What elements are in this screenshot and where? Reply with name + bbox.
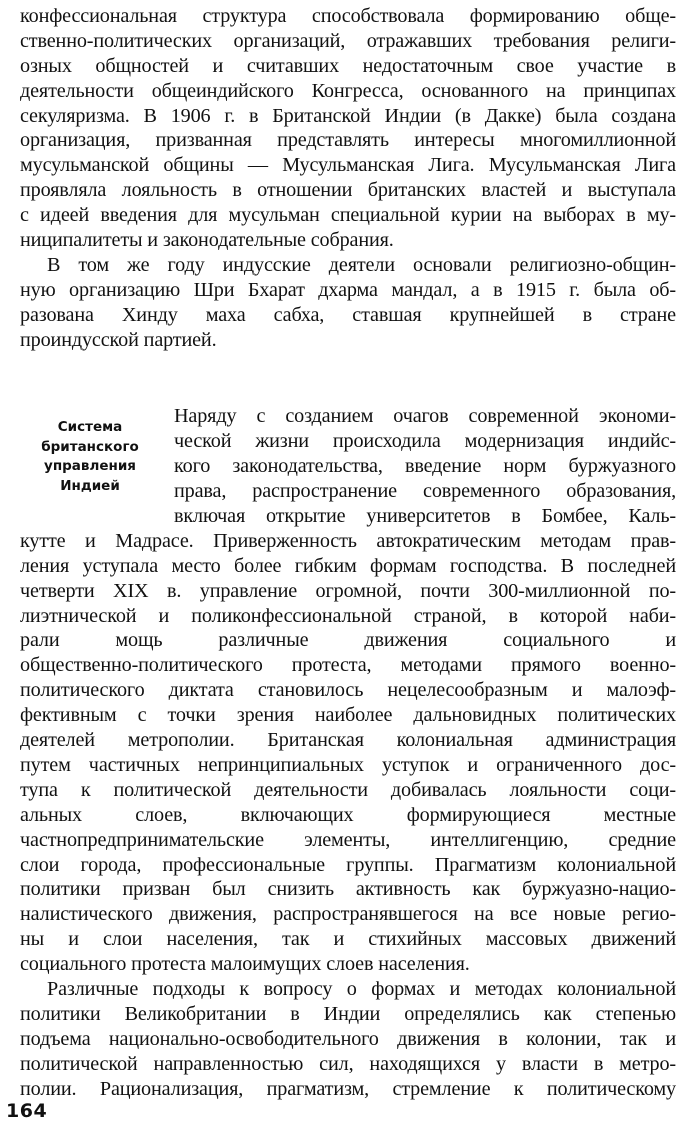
page-body	[20, 4, 676, 1101]
text-line: слои города, профессиональные группы. Прагматизм колониальной	[20, 853, 676, 876]
text-line: социального протеста малоимущих слоев населения.	[20, 953, 470, 976]
paragraph-4	[20, 977, 676, 1101]
text-line: подъема национально-освободительного движения в колонии, так и	[20, 1027, 676, 1050]
text-line: организация, призванная представлять интересы многомиллионной	[20, 129, 676, 152]
text-line: В том же году индусские деятели основали религиозно-общин-	[47, 253, 676, 276]
text-line: фективным с точки зрения наиболее дальновидных политических	[20, 704, 676, 727]
text-line: деятельности общеиндийского Конгресса, основанного на принципах	[20, 79, 676, 102]
text-line: проиндусской партией.	[20, 328, 217, 351]
margin-heading	[20, 418, 160, 496]
text-line: налистического движения, распространявшегося на все новые регио-	[20, 903, 676, 926]
text-line: права, распространение современного образования,	[174, 480, 676, 503]
text-line: альных слоев, включающих формирующиеся местные	[20, 803, 676, 826]
text-line: полии. Рационализация, прагматизм, стремление к политическому	[20, 1077, 676, 1100]
text-line: лиэтнической и поликонфессиональной страной, в которой наби-	[20, 604, 676, 627]
margin-heading-line: британского	[41, 438, 139, 455]
paragraph-3-narrow	[174, 404, 676, 528]
page-number: 164	[6, 1100, 48, 1122]
text-line: путем частичных непринципиальных уступок и ограниченного дос-	[20, 753, 676, 776]
text-line: Различные подходы к вопросу о формах и методах колониальной	[47, 977, 676, 1000]
text-line: политики призван был снизить активность как буржуазно-нацио-	[20, 878, 676, 901]
text-line: ческой жизни происходила модернизация индийс-	[174, 430, 676, 453]
paragraph-2	[20, 253, 676, 353]
paragraph-3-full	[20, 529, 676, 977]
margin-heading-line: Система	[57, 419, 123, 436]
section-block	[20, 404, 676, 976]
text-line: разована Хинду маха сабха, ставшая крупнейшей в стране	[20, 303, 676, 326]
text-line: политического диктата становилось нецелесообразным и малоэф-	[20, 679, 676, 702]
text-line: с идеей введения для мусульман специальной курии на выборах в му-	[20, 204, 676, 227]
text-line: включая открытие университетов в Бомбее, Каль-	[174, 505, 676, 528]
margin-heading-line: управления	[44, 458, 136, 475]
text-line: кутте и Мадрасе. Приверженность автократическим методам прав-	[20, 529, 676, 552]
text-line: озных общностей и считавших недостаточным свое участие в	[20, 54, 676, 77]
text-line: деятелей метрополии. Британская колониальная администрация	[20, 729, 676, 752]
text-line: частнопредпринимательские элементы, интеллигенцию, средние	[20, 828, 676, 851]
text-line: ную организацию Шри Бхарат дхарма мандал, а в 1915 г. была об-	[20, 278, 676, 301]
text-line: тупа к политической деятельности добивалась лояльности соци-	[20, 778, 676, 801]
text-line: Наряду с созданием очагов современной экономи-	[174, 405, 676, 428]
paragraph-top	[20, 4, 676, 253]
text-line: рали мощь различные движения социального и	[20, 629, 676, 652]
text-line: кого законодательства, введение норм буржуазного	[174, 455, 676, 478]
text-line: ления уступала место более гибким формам господства. В последней	[20, 554, 676, 577]
text-line: ны и слои населения, так и стихийных массовых движений	[20, 928, 676, 951]
text-line: ниципалитеты и законодательные собрания.	[20, 229, 394, 252]
text-line: общественно-политического протеста, методами прямого военно-	[20, 654, 676, 677]
text-line: четверти XIX в. управление огромной, почти 300-миллионной по-	[20, 579, 676, 602]
text-line: проявляла лояльность в отношении британских властей и выступала	[20, 179, 676, 202]
text-line: конфессиональная структура способствовала формированию обще-	[20, 5, 676, 27]
text-line: мусульманской общины — Мусульманская Лига. Мусульманская Лига	[20, 154, 676, 177]
text-line: секуляризма. В 1906 г. в Британской Индии (в Дакке) была создана	[20, 104, 676, 127]
margin-heading-line: Индией	[60, 477, 120, 494]
text-line: политической направленностью сил, находящихся у власти в метро-	[20, 1052, 676, 1075]
text-line: политики Великобритании в Индии определялись как степенью	[20, 1002, 676, 1025]
text-line: ственно-политических организаций, отражавших требования религи-	[20, 29, 676, 52]
section-gap	[20, 352, 676, 404]
